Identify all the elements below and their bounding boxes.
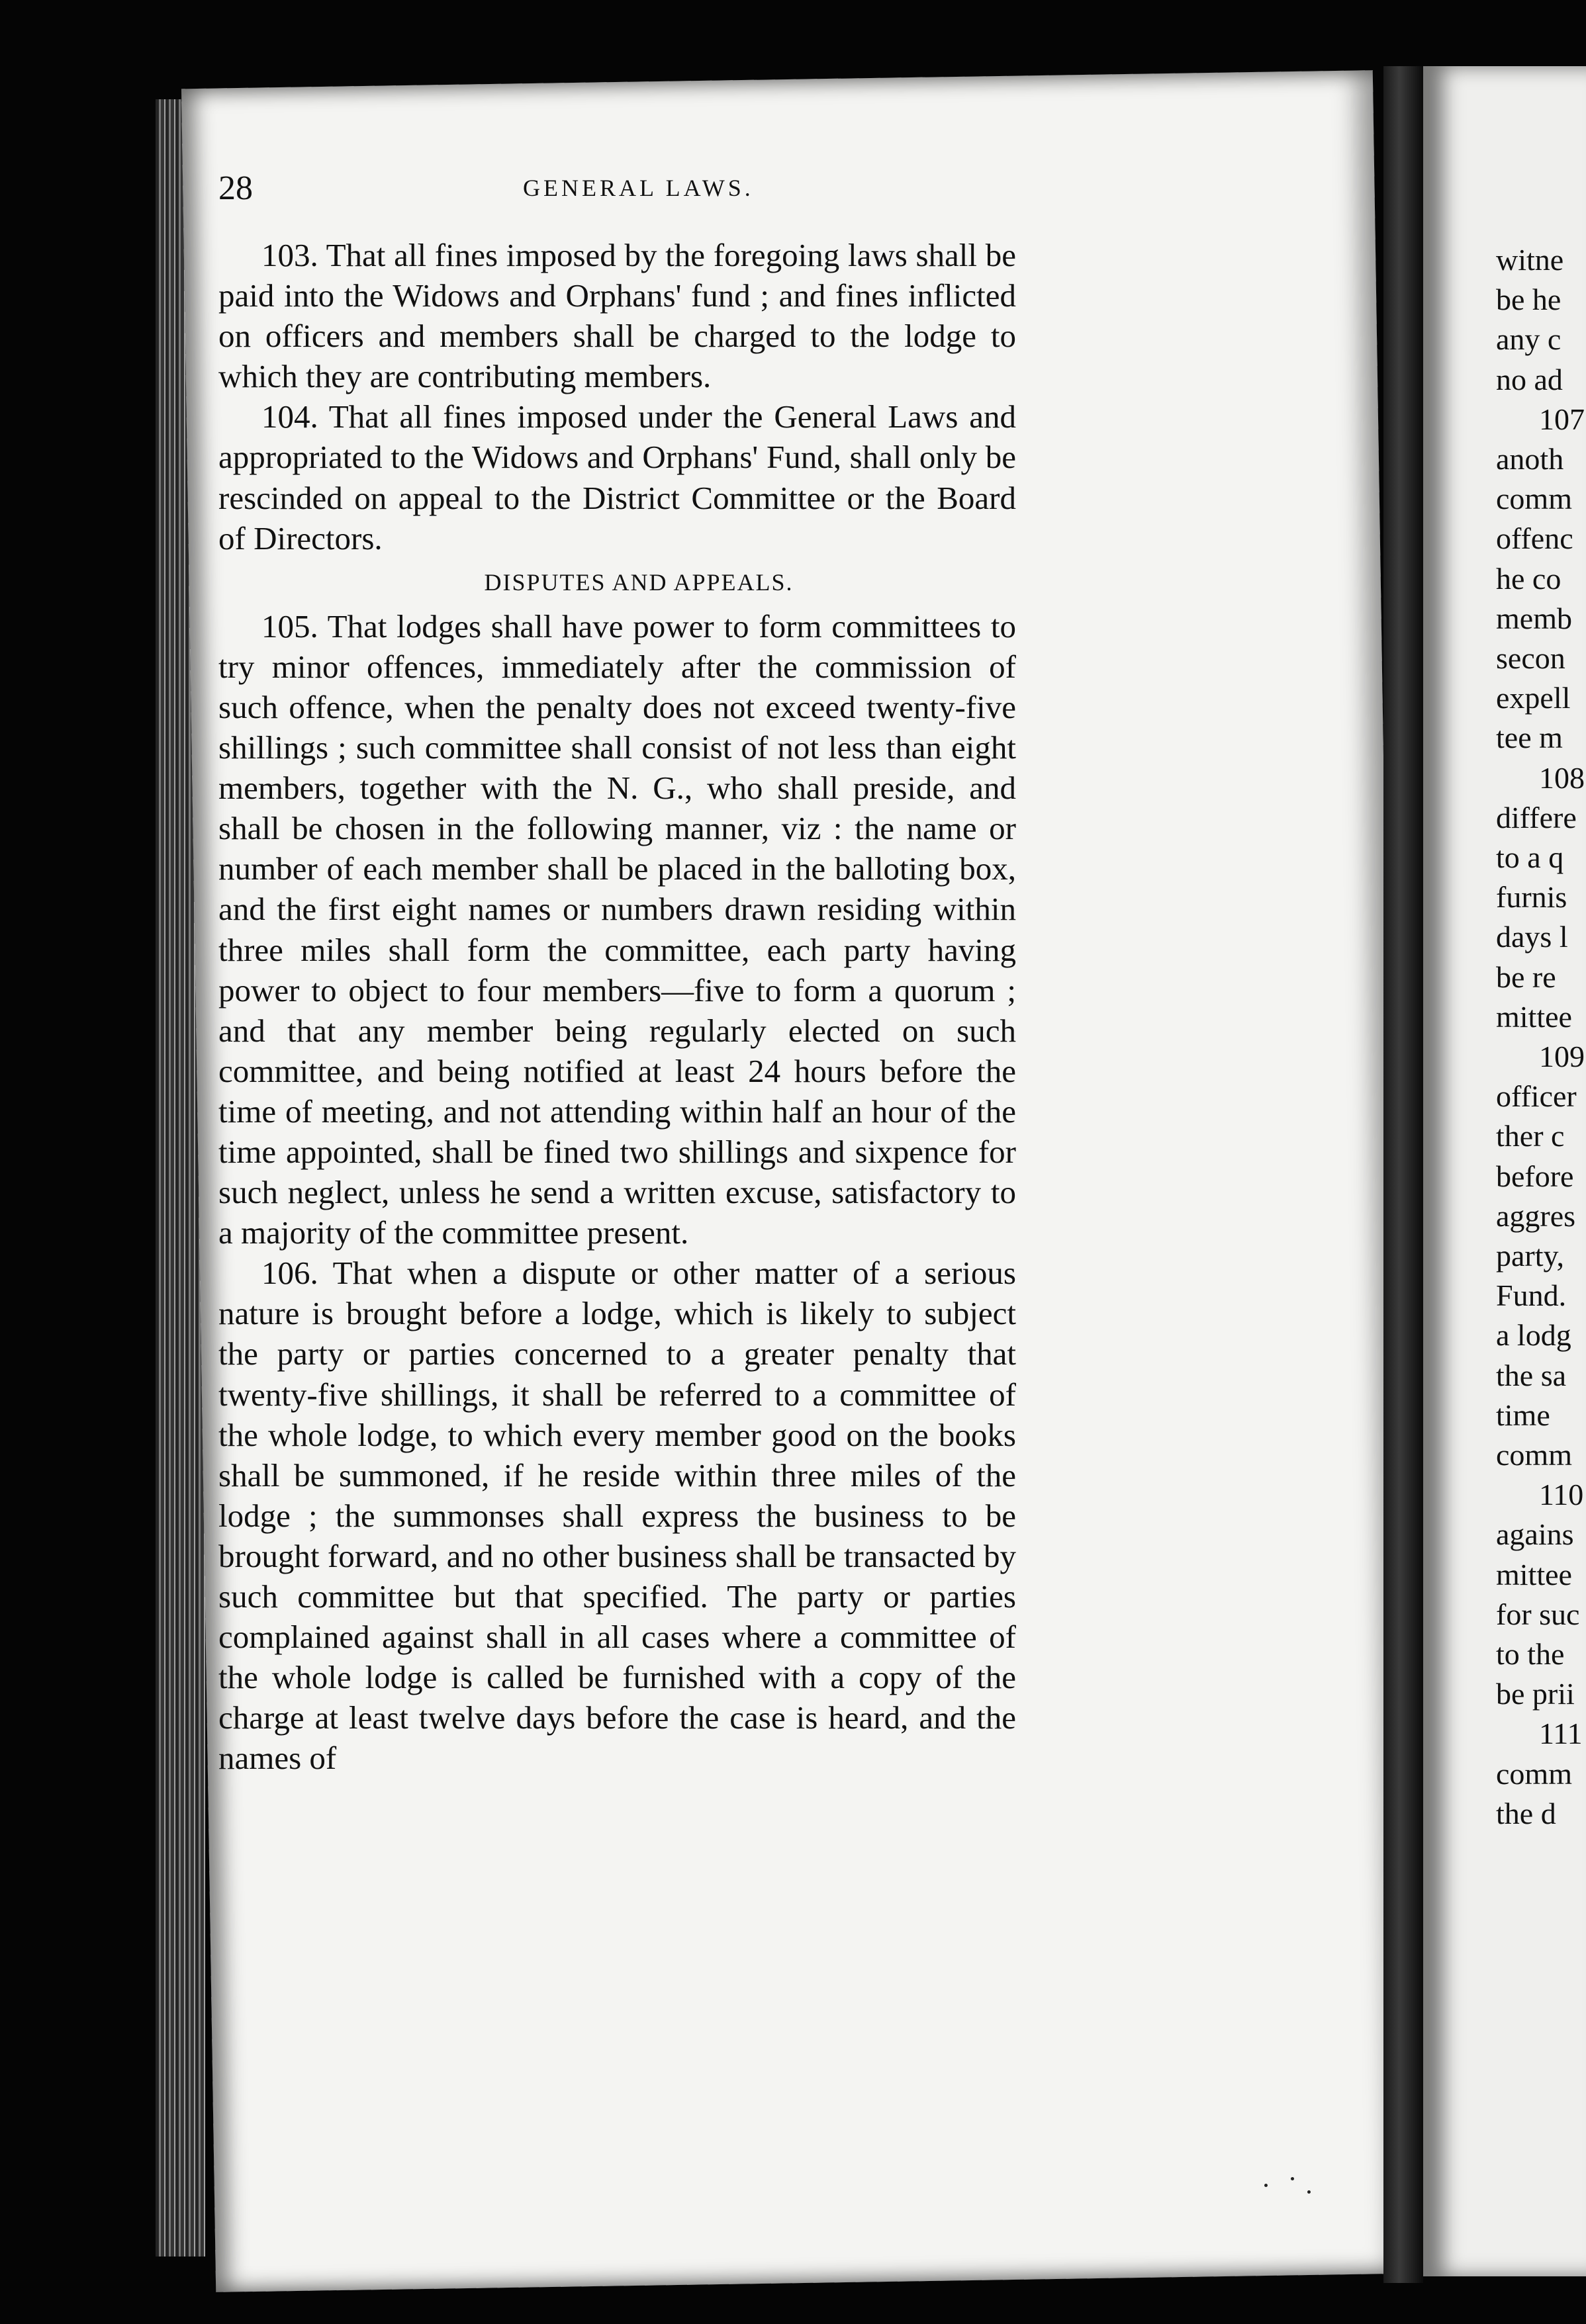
facing-page-line: tee m bbox=[1496, 721, 1563, 755]
facing-page-line: the d bbox=[1496, 1796, 1556, 1830]
facing-page-line: witne bbox=[1496, 243, 1564, 277]
facing-page-line: to a q bbox=[1496, 840, 1564, 874]
facing-page-line: 111 bbox=[1539, 1717, 1583, 1751]
page-header bbox=[218, 169, 1454, 208]
facing-page-line: to the bbox=[1496, 1637, 1565, 1671]
facing-page-line: time bbox=[1496, 1398, 1550, 1432]
facing-page-line: furnis bbox=[1496, 880, 1567, 915]
facing-page-line: a lodg bbox=[1496, 1318, 1571, 1353]
facing-page-line: comm bbox=[1496, 1438, 1572, 1472]
facing-page-line: party, bbox=[1496, 1239, 1565, 1273]
section-heading: DISPUTES AND APPEALS. bbox=[484, 568, 794, 596]
specks bbox=[1291, 2177, 1294, 2180]
paragraph-105: 105. That lodges shall have power to form committees to try minor offences, immediately after the commission of such offence, when the penalty does not exceed twenty-five shillings ; such committee shall consist of not less than eight members, together with the N. G., who shall preside, and shall be chosen in the following manner, viz : the name or number of each member shall be placed in the balloting box, and the first eight names or numbers drawn residing within three miles shall form the committee, each party having power to object to four members—five to form a quorum ; and that any member being regularly elected on such committee, and being notified at least 24 hours before the time of meeting, and not attending within half an hour of the time appointed, shall be fined two shillings and sixpence for such neglect, unless he send a written excuse, satisfactory to a majority of the committee present. bbox=[218, 607, 1016, 1251]
facing-page-line: Fund. bbox=[1496, 1278, 1567, 1313]
facing-page-line: comm bbox=[1496, 1756, 1572, 1791]
facing-page-line: be he bbox=[1496, 283, 1562, 317]
paragraph-103: 103. That all fines imposed by the foregoing laws shall be paid into the Widows and Orphans' fund ; and fines inflicted on officers and members shall be charged to the lodge to which they are contributing members. bbox=[218, 237, 1016, 395]
specks bbox=[1307, 2190, 1311, 2194]
paragraph-104: 104. That all fines imposed under the General Laws and appropriated to the Widows and Orphans' Fund, shall only be rescinded on appeal to the District Committee or the Board of Directors. bbox=[218, 398, 1016, 557]
facing-page-line: he co bbox=[1496, 561, 1562, 596]
page-body bbox=[218, 235, 1016, 1778]
paragraph-106: 106. That when a dispute or other matter of a serious nature is brought before a lodge, which is likely to subject the party or parties concerned to a greater penalty that twenty-five shillings, it shall be referred to a committee of the whole lodge, to which every member good on the books shall be summoned, if he reside within three miles of the lodge ; the summonses shall express the business to be brought forward, and no other business shall be transacted by such committee but that specified. The party or parties complained against shall in all cases where a committee of the whole lodge is called be furnished with a copy of the charge at least twelve days before the case is heard, and the names of bbox=[218, 1255, 1016, 1777]
specks bbox=[1264, 2184, 1268, 2187]
facing-page-line: 108 bbox=[1539, 760, 1585, 795]
facing-page-line: memb bbox=[1496, 601, 1572, 635]
facing-page-line: 110 bbox=[1539, 1478, 1584, 1512]
page-number: 28 bbox=[218, 169, 253, 207]
facing-page-line: mittee bbox=[1496, 1557, 1572, 1591]
running-head: GENERAL LAWS. bbox=[523, 175, 754, 201]
facing-page-line: days l bbox=[1496, 920, 1568, 954]
facing-page-line: offenc bbox=[1496, 521, 1573, 556]
facing-page-line: any c bbox=[1496, 322, 1562, 357]
facing-page bbox=[1423, 66, 1586, 2276]
facing-page-line: be re bbox=[1496, 960, 1556, 994]
facing-page-line: comm bbox=[1496, 482, 1572, 516]
facing-page-line: no ad bbox=[1496, 362, 1563, 396]
facing-page-line: differe bbox=[1496, 800, 1577, 834]
facing-page-line: 107 bbox=[1539, 402, 1585, 436]
book-gutter bbox=[1383, 66, 1423, 2283]
facing-page-line: secon bbox=[1496, 641, 1565, 675]
facing-page-line: anoth bbox=[1496, 442, 1564, 476]
facing-page-line: ther c bbox=[1496, 1119, 1565, 1153]
facing-page-line: the sa bbox=[1496, 1358, 1567, 1392]
facing-page-line: mittee bbox=[1496, 999, 1572, 1034]
facing-page-line: expell bbox=[1496, 681, 1571, 715]
facing-page-line: aggres bbox=[1496, 1198, 1576, 1233]
facing-page-line: officer bbox=[1496, 1079, 1577, 1114]
facing-page-line: agains bbox=[1496, 1517, 1574, 1552]
facing-page-line: be prii bbox=[1496, 1677, 1575, 1711]
facing-page-line: before bbox=[1496, 1159, 1574, 1193]
facing-page-line: for suc bbox=[1496, 1597, 1580, 1631]
facing-page-line: 109 bbox=[1539, 1040, 1585, 1073]
